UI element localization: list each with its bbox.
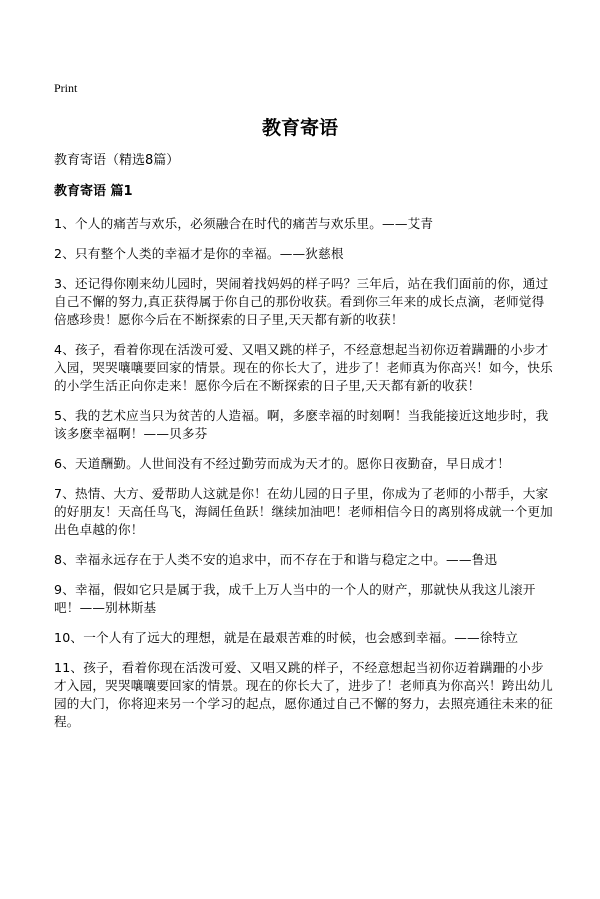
list-item: 10、一个人有了远大的理想，就是在最艰苦难的时候，也会感到幸福。——徐特立 [54,630,519,645]
list-item: 1、个人的痛苦与欢乐，必须融合在时代的痛苦与欢乐里。——艾青 [54,216,434,231]
list-item: 2、只有整个人类的幸福才是你的幸福。——狄慈根 [54,246,344,261]
list-item: 7、热情、大方、爱帮助人这就是你！在幼儿园的日子里，你成为了老师的小帮手，大家的好朋友！天高任鸟飞，海阔任鱼跃！继续加油吧！老师相信今日的离别将成就一个更加出色卓越的你！ [54,486,553,537]
list-item: 11、孩子，看着你现在活泼可爱、又唱又跳的样子，不经意想起当初你迈着蹒跚的小步才入园，哭哭嚷嚷要回家的情景。现在的你长大了，进步了！老师真为你高兴！跨出幼儿园的大门，你将迎来另一个学习的起点，愿你通过自己不懈的努力，去照亮通往未来的征程。 [54,660,553,729]
list-item: 5、我的艺术应当只为贫苦的人造福。啊，多麽幸福的时刻啊！当我能接近这地步时，我该多麽幸福啊！——贝多芬 [54,408,549,441]
list-item: 4、孩子，看着你现在活泼可爱、又唱又跳的样子，不经意想起当初你迈着蹒跚的小步才入园，哭哭嚷嚷要回家的情景。现在的你长大了，进步了！老师真为你高兴！如今，快乐的小学生活正向你走来！愿你今后在不断探索的日子里,天天都有新的收获！ [54,342,553,393]
item-list [54,215,554,743]
print-label: Print [54,81,78,95]
page-title: 教育寄语 [261,117,338,139]
list-item: 6、天道酬勤。人世间没有不经过勤劳而成为天才的。愿你日夜勤奋，早日成才！ [54,456,510,471]
list-item: 9、幸福，假如它只是属于我，成千上万人当中的一个人的财产，那就快从我这儿滚开吧！——别林斯基 [54,582,536,615]
section-heading: 教育寄语 篇1 [54,184,133,199]
list-item: 3、还记得你刚来幼儿园时，哭闹着找妈妈的样子吗？三年后，站在我们面前的你，通过自己不懈的努力,真正获得属于你自己的那份收获。看到你三年来的成长点滴，老师觉得倍感珍贵！愿你今后在不断探索的日子里,天天都有新的收获！ [54,276,549,327]
subtitle: 教育寄语（精选8篇） [54,153,180,168]
list-item: 8、幸福永远存在于人类不安的追求中，而不存在于和谐与稳定之中。——鲁迅 [54,552,498,567]
